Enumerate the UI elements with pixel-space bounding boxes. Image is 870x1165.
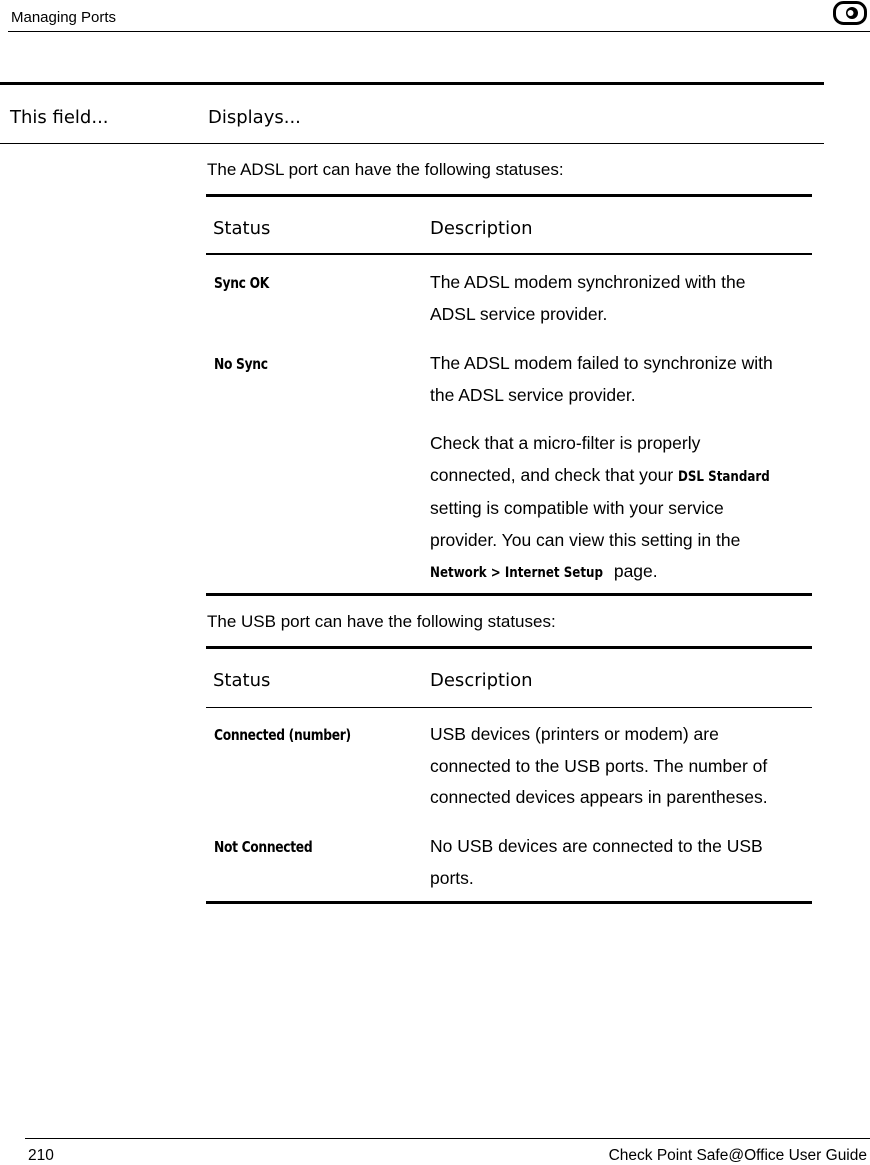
adsl-status-sync-ok: Sync OK: [214, 274, 269, 292]
adsl-desc-no-sync: The ADSL modem failed to synchronize with the ADSL service provider.: [430, 353, 773, 405]
main-table-top-rule: [0, 82, 824, 85]
page-number: 210: [28, 1147, 54, 1164]
adsl-intro: The ADSL port can have the following statuses:: [207, 160, 564, 179]
section-title: Managing Ports: [11, 9, 117, 26]
usb-header-status: Status: [213, 670, 271, 691]
usb-table-bottom-rule: [206, 901, 812, 904]
adsl-no-sync-note: Check that a micro-filter is properly connected, and check that your DSL Standard setting is compatible with your service provider. You can view this setting in the Network > Internet Setup page.: [430, 428, 802, 590]
usb-status-not-connected: Not Connected: [214, 838, 313, 856]
checkpoint-logo-icon: [833, 1, 867, 25]
adsl-header-status: Status: [213, 218, 271, 239]
usb-header-rule: [206, 707, 812, 708]
adsl-table-top-rule: [206, 194, 812, 197]
usb-desc-not-connected: No USB devices are connected to the USB ports.: [430, 836, 763, 888]
column-header-field: This field...: [10, 107, 109, 128]
usb-intro: The USB port can have the following statuses:: [207, 612, 556, 631]
guide-title: Check Point Safe@Office User Guide: [608, 1147, 867, 1164]
page-footer: [25, 1138, 870, 1164]
dsl-standard-setting: DSL Standard: [678, 468, 770, 485]
adsl-table-bottom-rule: [206, 593, 812, 596]
adsl-status-no-sync: No Sync: [214, 355, 268, 373]
usb-header-description: Description: [430, 670, 533, 691]
usb-table-top-rule: [206, 646, 812, 649]
page-header: [8, 0, 870, 32]
usb-status-connected: Connected (number): [214, 726, 351, 744]
adsl-header-description: Description: [430, 218, 533, 239]
network-internet-setup-link: Network > Internet Setup: [430, 565, 604, 581]
adsl-desc-sync-ok: The ADSL modem synchronized with the ADSL service provider.: [430, 272, 746, 324]
usb-desc-connected: USB devices (printers or modem) are connected to the USB ports. The number of connected devices appears in parentheses.: [430, 724, 768, 807]
main-header-rule: [0, 143, 824, 144]
column-header-displays: Displays...: [208, 107, 301, 128]
adsl-header-rule: [206, 253, 812, 255]
